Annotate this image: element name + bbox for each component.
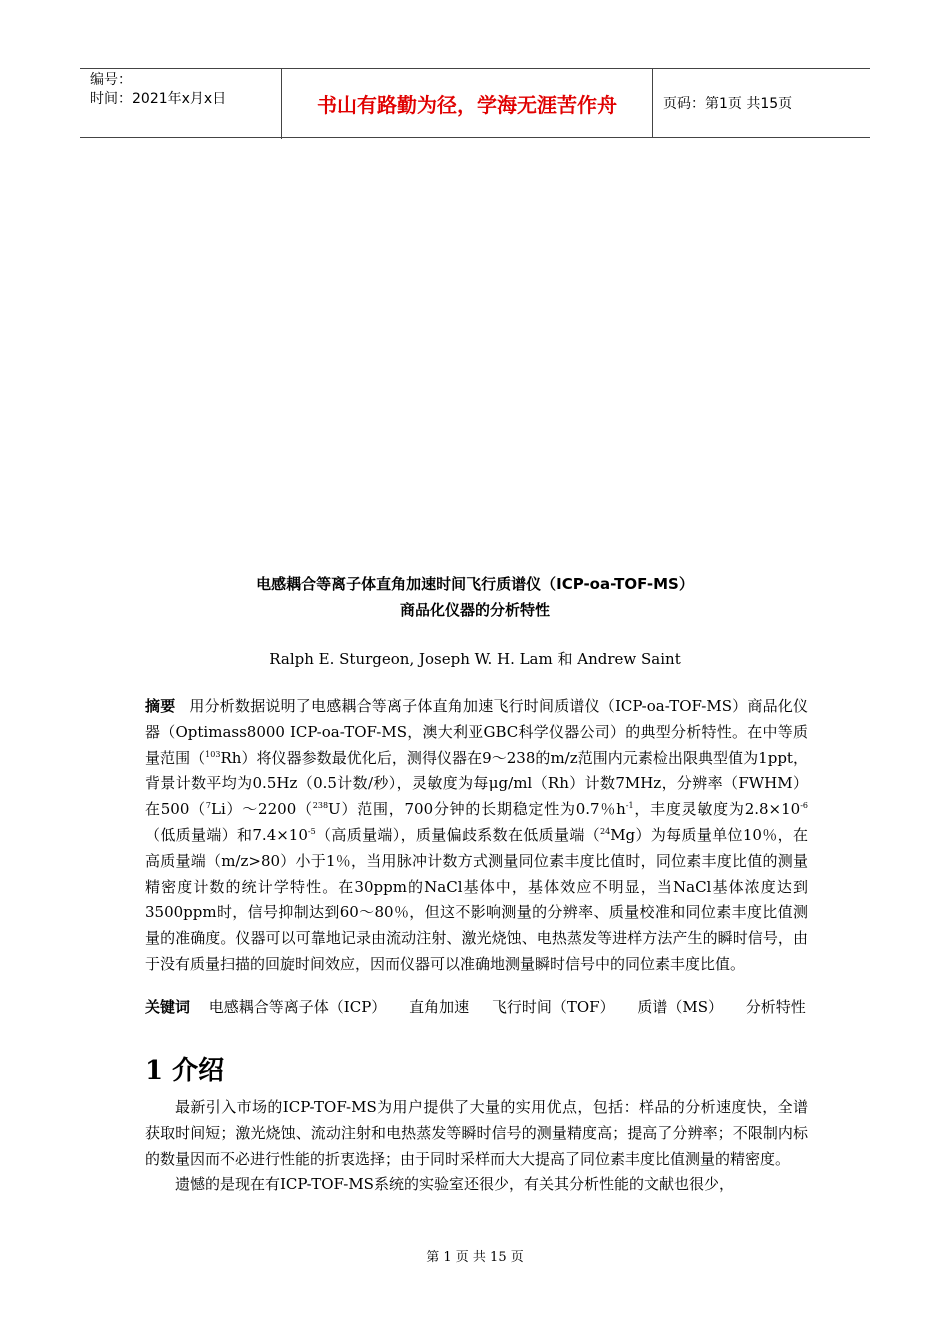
abstract-text: （高质量端），质量偏歧系数在低质量端（ — [315, 825, 601, 844]
intro-paragraph-2: 遗憾的是现在有ICP-TOF-MS系统的实验室还很少，有关其分析性能的文献也很少， — [175, 1175, 734, 1194]
abstract-text: Li）～2200（ — [211, 800, 313, 819]
superscript: 103 — [205, 749, 221, 759]
page-footer: 第 1 页 共 15 页 — [426, 1250, 524, 1265]
superscript: -5 — [307, 826, 316, 836]
abstract-text: Mg）为每质量单位10％，在高质量端（m/z>80）小于1％，当用脉冲计数方式测量同位素丰度比值时，同位素丰度比值的测量精密度计数的统计学特性。在30ppm的NaCl基体中，基体效应不明显，当NaCl基体浓度达到3500ppm时，信号抑制达到60～80％，但这不影响测量的分辨率、质量校准和同位素丰度比值测量的准确度。仪器可以可靠地记录由流动注射、激光烧蚀、电热蒸发等进样方法产生的瞬时信号，由于没有质量扫描的回旋时间效应，因而仪器可以准确地测量瞬时信号中的同位素丰度比值。 — [145, 825, 808, 973]
abstract-text: （低质量端）和7.4×10 — [145, 825, 308, 844]
keyword-item: 分析特性 — [745, 998, 806, 1016]
header-motto: 书山有路勤为径，学海无涯苦作舟 — [282, 69, 653, 137]
superscript: 24 — [600, 826, 611, 836]
superscript: 7 — [205, 801, 212, 811]
keyword-item: 飞行时间（TOF） — [491, 998, 615, 1016]
abstract-label: 摘要 — [145, 697, 176, 715]
paper-title-line-1: 电感耦合等离子体直角加速时间飞行质谱仪（ICP-oa-TOF-MS） — [256, 575, 694, 593]
keyword-item: 质谱（MS） — [637, 998, 724, 1016]
keyword-item: 电感耦合等离子体（ICP） — [208, 998, 387, 1016]
section-heading: 1 介绍 — [145, 1056, 225, 1086]
superscript: -6 — [800, 801, 808, 811]
introduction-body — [145, 1095, 808, 1198]
abstract-text: 用分析数据说明了电感耦合等离子体直角加速飞行时间质谱仪（ICP-oa-TOF-MS）商品化仪器（Optimass8000 ICP-oa-TOF-MS，澳大利亚GBC科学仪器公司）的典型分析特性。在中等质量范围（ — [145, 697, 808, 767]
superscript: 238 — [312, 801, 329, 811]
abstract-paragraph — [145, 694, 808, 978]
header-table — [80, 68, 870, 138]
abstract-text: ，丰度灵敏度为2.8×10 — [633, 800, 801, 819]
header-page-code: 页码：第1页 共15页 — [663, 96, 793, 112]
paper-title-line-2: 商品化仪器的分析特性 — [399, 601, 550, 619]
abstract-text: U）范围，700分钟的长期稳定性为0.7％h — [328, 800, 626, 819]
keyword-item: 直角加速 — [409, 998, 470, 1016]
abstract-text: Rh）将仪器参数最优化后，测得仪器在9～238的m/z范围内元素检出限典型值为1ppt，背景计数平均为0.5Hz（0.5计数/秒），灵敏度为每μg/ml（Rh）计数7MHz，分辨率（FWHM）在500（ — [145, 748, 808, 819]
intro-paragraph-1: 最新引入市场的ICP-TOF-MS为用户提供了大量的实用优点，包括：样品的分析速度快，全谱获取时间短；激光烧蚀、流动注射和电热蒸发等瞬时信号的测量精度高；提高了分辨率；不限制内标的数量因而不必进行性能的折衷选择；由于同时采样而大大提高了同位素丰度比值测量的精密度。 — [145, 1098, 808, 1168]
keywords-line — [145, 995, 808, 1021]
document-date-label: 时间：2021年x月x日 — [90, 91, 227, 107]
header-info-cell — [80, 69, 282, 139]
paper-authors: Ralph E. Sturgeon, Joseph W. H. Lam 和 Andrew Saint — [269, 650, 681, 668]
superscript: -1 — [625, 801, 634, 811]
document-number-label: 编号： — [90, 72, 132, 88]
keywords-label: 关键词 — [145, 998, 191, 1016]
